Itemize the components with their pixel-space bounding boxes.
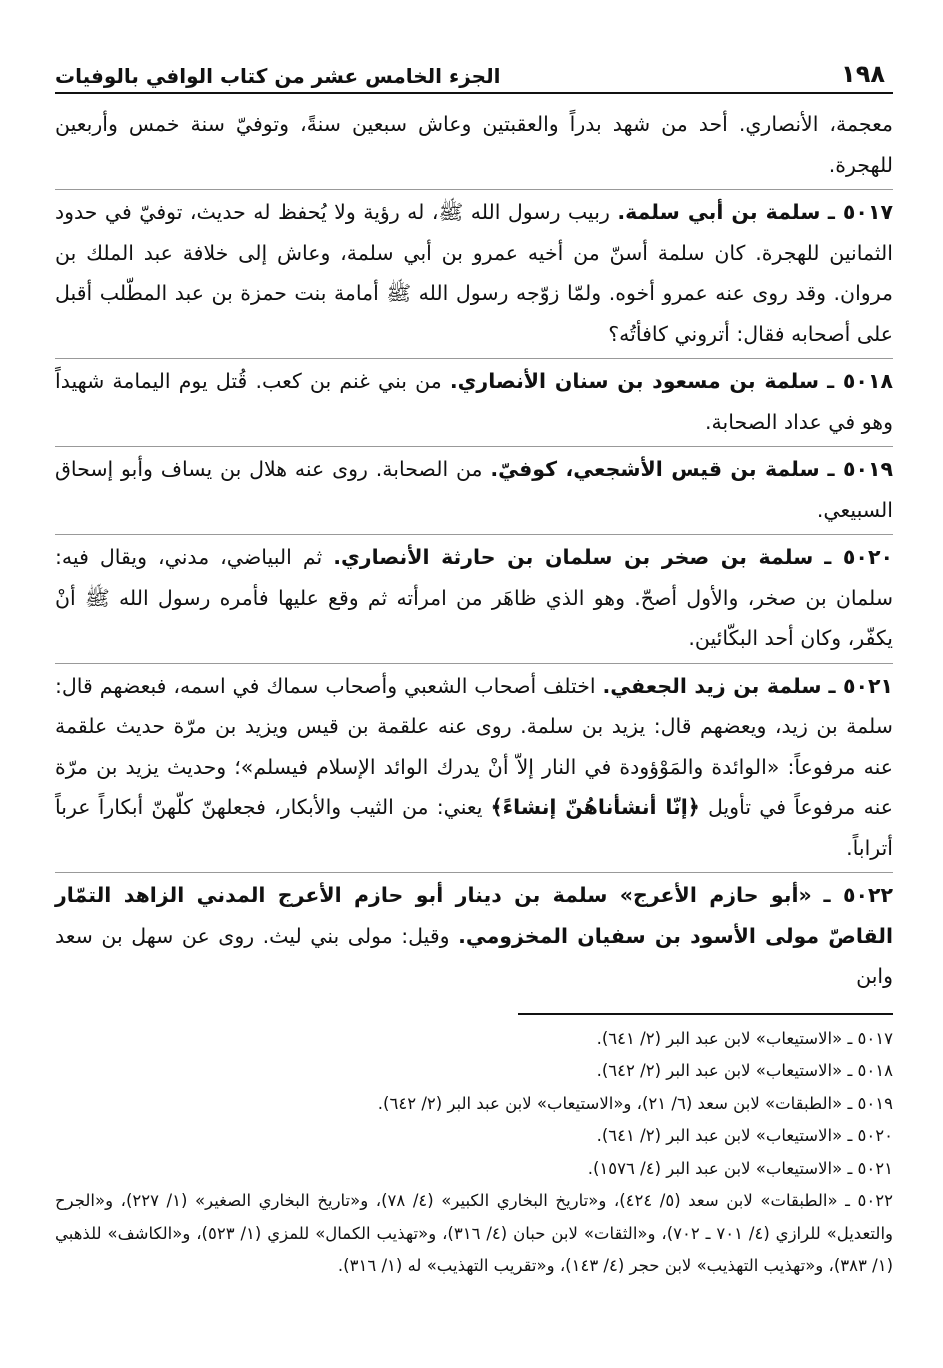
entry-number: ٥٠١٩ ـ <box>827 457 893 481</box>
running-title: الجزء الخامس عشر من كتاب الوافي بالوفيات <box>55 64 501 88</box>
page-header <box>55 48 893 94</box>
book-page <box>55 48 893 1348</box>
entry-name: سلمة بن أبي سلمة. <box>617 200 821 224</box>
main-text <box>55 104 893 1001</box>
footnote: ٥٠٢١ ـ «الاستيعاب» لابن عبد البر (٤/ ١٥٧٦). <box>587 1158 893 1178</box>
entry-text: ربيب رسول الله ﷺ، له رؤية ولا يُحفظ له حديث، توفيّ في حدود الثمانين للهجرة. كان سلمة أسنّ من أخيه عمرو بن أبي سلمة، وعاش إلى خلافة عبد الملك بن مروان. وقد روى عنه عمرو أخوه. ولمّا زوّجه رسول الله ﷺ أمامة بنت حمزة بن عبد المطّلب أقبل على أصحابه فقال: أتروني كافأتُه؟ <box>55 200 893 346</box>
entry-number: ٥٠٢٢ ـ <box>823 883 893 907</box>
entry-number: ٥٠١٧ ـ <box>827 200 893 224</box>
footnote: ٥٠١٩ ـ «الطبقات» لابن سعد (٦/ ٢١)، و«الاستيعاب» لابن عبد البر (٢/ ٦٤٢). <box>377 1093 893 1113</box>
footnote: ٥٠١٨ ـ «الاستيعاب» لابن عبد البر (٢/ ٦٤٢). <box>596 1061 893 1080</box>
continuation-text: معجمة، الأنصاري. أحد من شهد بدراً والعقبتين وعاش سبعين سنةً، وتوفيّ سنة خمس وأربعين للهجرة. <box>55 112 893 177</box>
entry-name: سلمة بن صخر بن سلمان بن حارثة الأنصاري. <box>333 545 814 569</box>
entry-name: «أبو حازم الأعرج» سلمة بن دينار أبو حازم الأعرج المدني الزاهد التمّار القاصّ مولى الأسود بن سفيان المخزومي. <box>55 883 893 948</box>
footnote-separator <box>518 1013 893 1015</box>
entry-5019 <box>55 449 893 535</box>
footnote: ٥٠١٧ ـ «الاستيعاب» لابن عبد البر (٢/ ٦٤١). <box>596 1028 893 1048</box>
entry-name: سلمة بن قيس الأشجعي، كوفيّ. <box>490 457 820 481</box>
entry-name: سلمة بن مسعود بن سنان الأنصاري. <box>449 369 820 393</box>
entry-text-continued: يعني: من الثيب والأبكار، فجعلهنّ كلّهنّ أبكاراً عرباً أتراباً. <box>55 795 893 860</box>
continuation-paragraph <box>55 104 893 190</box>
entry-text: اختلف أصحاب الشعبي وأصحاب سماك في اسمه، فبعضهم قال: سلمة بن زيد، ويعضهم قال: يزيد بن سلمة. روى عنه علقمة بن قيس ويزيد بن مرّة حديث علقمة عنه مرفوعاً: «الوائدة والمَوْؤودة في النار إلاّ أنْ يدرك الوائد الإسلام فيسلم»؛ وحديث يزيد بن مرّة عنه مرفوعاً في تأويل <box>55 673 893 819</box>
footnotes <box>55 1023 893 1283</box>
entry-number: ٥٠١٨ ـ <box>827 369 893 393</box>
quran-verse: ﴿إنّا أنشأناهُنّ إنشاءً﴾ <box>490 795 700 819</box>
footnote: ٥٠٢٠ ـ «الاستيعاب» لابن عبد البر (٢/ ٦٤١). <box>596 1126 893 1145</box>
entry-5017 <box>55 192 893 359</box>
entry-5021 <box>55 666 893 874</box>
entry-text: من الصحابة. روى عنه هلال بن يساف وأبو إسحاق السبيعي. <box>55 457 893 522</box>
entry-5018 <box>55 361 893 447</box>
entry-name: سلمة بن زيد الجعفي. <box>602 673 822 698</box>
entry-text: ثم البياضي، مدني، ويقال فيه: سلمان بن صخر، والأول أصحّ. وهو الذي ظاهَر من امرأته ثم وقع عليها فأمره رسول الله ﷺ أنْ يكفّر، وكان أحد البكّائين. <box>55 545 893 650</box>
entry-5020 <box>55 537 893 664</box>
entry-text: من بني غنم بن كعب. قُتل يوم اليمامة شهيداً وهو في عداد الصحابة. <box>55 369 893 434</box>
entry-5022 <box>55 875 893 1001</box>
footnote: ٥٠٢٢ ـ «الطبقات» لابن سعد (٥/ ٤٢٤)، و«تاريخ البخاري الكبير» (٤/ ٧٨)، و«تاريخ البخاري الصغير» (١/ ٢٢٧)، و«الجرح والتعديل» للرازي (٤/ ٧٠١ ـ ٧٠٢)، و«الثقات» لابن حبان (٤/ ٣١٦)، و«تهذيب الكمال» للمزي (١/ ٥٢٣)، و«الكاشف» للذهبي (١/ ٣٨٣)، و«تهذيب التهذيب» لابن حجر (٤/ ١٤٣)، و«تقريب التهذيب» له (١/ ٣١٦). <box>55 1191 893 1275</box>
page-number: ١٩٨ <box>841 60 885 88</box>
entry-number: ٥٠٢١ ـ <box>828 673 894 698</box>
entry-number: ٥٠٢٠ ـ <box>824 545 893 569</box>
entry-text: وقيل: مولى بني ليث. روى عن سهل بن سعد وابن <box>55 923 893 988</box>
